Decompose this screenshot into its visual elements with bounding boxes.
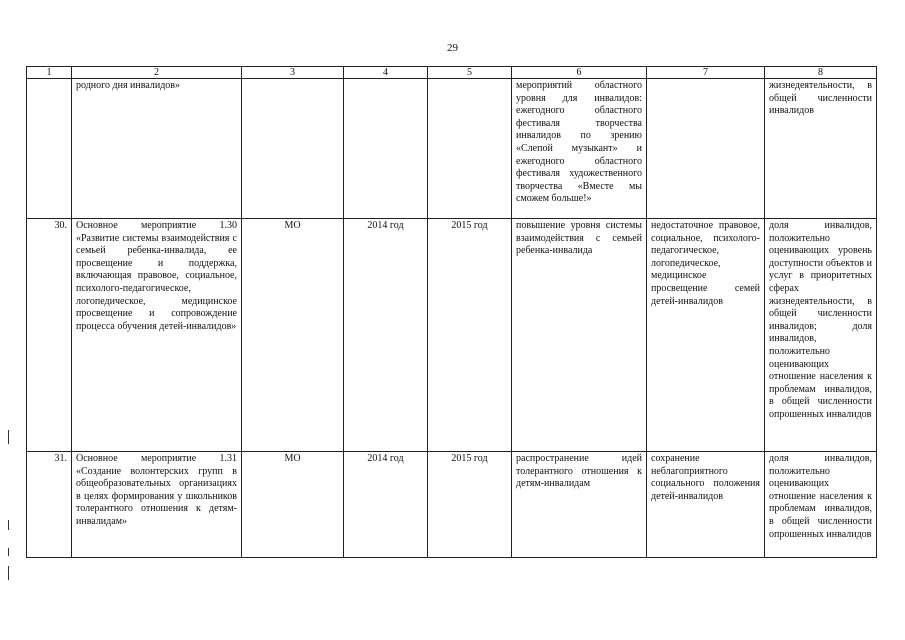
end-year: 2015 год (428, 452, 512, 558)
margin-mark (8, 548, 9, 556)
column-header: 4 (344, 67, 428, 79)
column-header: 2 (72, 67, 242, 79)
start-year: 2014 год (344, 219, 428, 452)
row-number: 30. (27, 219, 72, 452)
column-header: 7 (647, 67, 765, 79)
measure-name: родного дня инвалидов» (72, 79, 242, 219)
measure-name: Основное мероприятие 1.31 «Создание волонтерских групп в общеобразовательных организациях в целях формирования у школьников толерантного отношения к детям-инвалидам» (72, 452, 242, 558)
column-header: 6 (512, 67, 647, 79)
non-implementation-consequences: недостаточное правовое, социальное, психолого-педагогическое, логопедическое, медицинское просвещение семей детей-инвалидов (647, 219, 765, 452)
measure-name: Основное мероприятие 1.30 «Развитие системы взаимодействия с семьей ребенка-инвалида, ее просвещение и поддержка, включающая правовое, социальное, психолого-педагогическое, логопедическое, медицинское просвещение и сопровождение процесса обучения детей-инвалидов» (72, 219, 242, 452)
column-header: 1 (27, 67, 72, 79)
row-number (27, 79, 72, 219)
column-header: 8 (765, 67, 877, 79)
column-header: 5 (428, 67, 512, 79)
margin-mark (8, 566, 9, 580)
non-implementation-consequences: сохранение неблагоприятного социального положения детей-инвалидов (647, 452, 765, 558)
related-indicators: доля инвалидов, положительно оценивающих уровень доступности объектов и услуг в приоритетных сферах жизнедеятельности, в общей численности инвалидов; доля инвалидов, положительно оценивающих отношение населения к проблемам инвалидов, в общей численности опрошенных инвалидов (765, 219, 877, 452)
column-header: 3 (242, 67, 344, 79)
start-year: 2014 год (344, 452, 428, 558)
margin-mark (8, 520, 9, 530)
table-row (27, 219, 877, 452)
executor (242, 79, 344, 219)
end-year: 2015 год (428, 219, 512, 452)
executor: МО (242, 452, 344, 558)
row-number: 31. (27, 452, 72, 558)
end-year (428, 79, 512, 219)
expected-result: мероприятий областного уровня для инвалидов: ежегодного областного фестиваля творчества инвалидов по зрению «Слепой музыкант» и ежегодного областного фестиваля художественного творчества «Вместе мы сможем больше!» (512, 79, 647, 219)
expected-result: распространение идей толерантного отношения к детям-инвалидам (512, 452, 647, 558)
column-number-row (27, 67, 877, 79)
page-number: 29 (447, 42, 458, 54)
margin-mark (8, 430, 9, 444)
expected-result: повышение уровня системы взаимодействия с семьей ребенка-инвалида (512, 219, 647, 452)
related-indicators: доля инвалидов, положительно оценивающих отношение населения к проблемам инвалидов, в общей численности опрошенных инвалидов (765, 452, 877, 558)
executor: МО (242, 219, 344, 452)
related-indicators: жизнедеятельности, в общей численности инвалидов (765, 79, 877, 219)
program-measures-table (26, 66, 877, 558)
table-row (27, 79, 877, 219)
table-row (27, 452, 877, 558)
non-implementation-consequences (647, 79, 765, 219)
start-year (344, 79, 428, 219)
